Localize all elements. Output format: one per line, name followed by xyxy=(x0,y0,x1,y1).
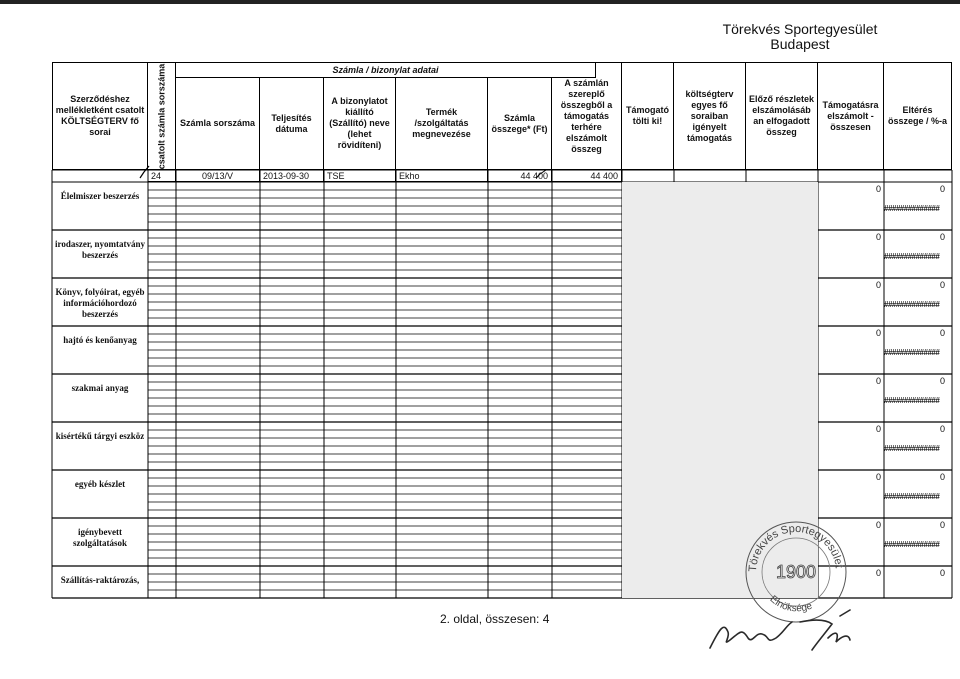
category-total: 0 xyxy=(876,424,882,434)
category-diff: 0 xyxy=(940,232,946,242)
category-total: 0 xyxy=(876,232,882,242)
stamp-top-text: Törekvés Sportegyesület xyxy=(746,522,845,573)
stamp-bottom-text: Elnöksége xyxy=(767,593,814,615)
header-attached-no: csatolt számla sorszáma xyxy=(148,62,176,170)
category-label: szakmai anyag xyxy=(71,383,129,393)
header-cost-rows: költségterv egyes fő soraiban igényelt támogatás xyxy=(674,62,746,170)
category-label: hajtó és kenőanyag xyxy=(63,335,137,345)
category-label: kisértékű tárgyi eszköz xyxy=(55,431,145,441)
header-contract: Szerződéshez mellékletként csatolt KÖLTSÉGTERV fő sorai xyxy=(52,62,148,170)
cell-invoice: 09/13/V xyxy=(176,170,260,182)
category-label: Szállítás-raktározás, xyxy=(60,575,140,585)
cell-support: 44 400 xyxy=(552,170,622,182)
header-previous: Előző részletek elszámolásáb an elfogadott összeg xyxy=(746,62,818,170)
header-product: Termék /szolgáltatás megnevezése xyxy=(396,78,488,170)
category-overflow: ############## xyxy=(884,444,940,453)
header-support-amount: A számlán szereplő összegből a támogatás terhére elszámolt összeg xyxy=(552,62,622,170)
category-overflow: ############## xyxy=(884,492,940,501)
category-diff: 0 xyxy=(940,328,946,338)
cell-product: Ekho xyxy=(396,170,488,182)
category-diff: 0 xyxy=(940,472,946,482)
cell-issuer: TSE xyxy=(324,170,396,182)
category-total: 0 xyxy=(876,520,882,530)
cell-date: 2013-09-30 xyxy=(260,170,324,182)
category-diff: 0 xyxy=(940,424,946,434)
category-total: 0 xyxy=(876,280,882,290)
category-overflow: ############## xyxy=(884,540,940,549)
category-overflow: ############## xyxy=(884,348,940,357)
org-name: Törekvés Sportegyesület xyxy=(722,21,878,37)
org-city: Budapest xyxy=(770,36,830,52)
header-total: Támogatásra elszámolt - összesen xyxy=(818,62,884,170)
category-overflow: ############## xyxy=(884,396,940,405)
handwritten-signature xyxy=(700,598,870,658)
category-diff: 0 xyxy=(940,568,946,578)
category-total: 0 xyxy=(876,184,882,194)
page-footer: 2. oldal, összesen: 4 xyxy=(440,612,550,626)
header-invoice-no: Számla sorszáma xyxy=(176,78,260,170)
header-diff: Eltérés összege / %-a xyxy=(884,62,952,170)
category-diff: 0 xyxy=(940,184,946,194)
category-diff: 0 xyxy=(940,280,946,290)
header-supporter: Támogató tölti ki! xyxy=(622,62,674,170)
category-overflow: ############## xyxy=(884,252,940,261)
category-overflow: ############## xyxy=(884,204,940,213)
header-issuer: A bizonylatot kiállító (Szállító) neve (lehet rövidíteni) xyxy=(324,78,396,170)
cell-no: 24 xyxy=(148,170,176,182)
category-label: egyéb készlet xyxy=(74,479,126,489)
stamp-year: 1900 xyxy=(775,562,817,582)
category-label: Élelmiszer beszerzés xyxy=(60,191,140,201)
category-label: Könyv, folyóirat, egyéb információhordozó beszerzés xyxy=(55,287,145,319)
category-overflow: ############## xyxy=(884,300,940,309)
category-total: 0 xyxy=(876,472,882,482)
category-label: irodaszer, nyomtatvány beszerzés xyxy=(55,239,145,260)
category-total: 0 xyxy=(876,328,882,338)
header-section: Számla / bizonylat adatai xyxy=(176,62,596,78)
header-completion: Teljesítés dátuma xyxy=(260,78,324,170)
category-total: 0 xyxy=(876,568,882,578)
check-mark-icon xyxy=(536,170,546,178)
header-amount: Számla összege* (Ft) xyxy=(488,78,552,170)
category-diff: 0 xyxy=(940,520,946,530)
category-total: 0 xyxy=(876,376,882,386)
category-label: igénybevett szolgáltatások xyxy=(73,527,127,548)
cell-amount: 44 400 xyxy=(488,170,552,182)
category-diff: 0 xyxy=(940,376,946,386)
